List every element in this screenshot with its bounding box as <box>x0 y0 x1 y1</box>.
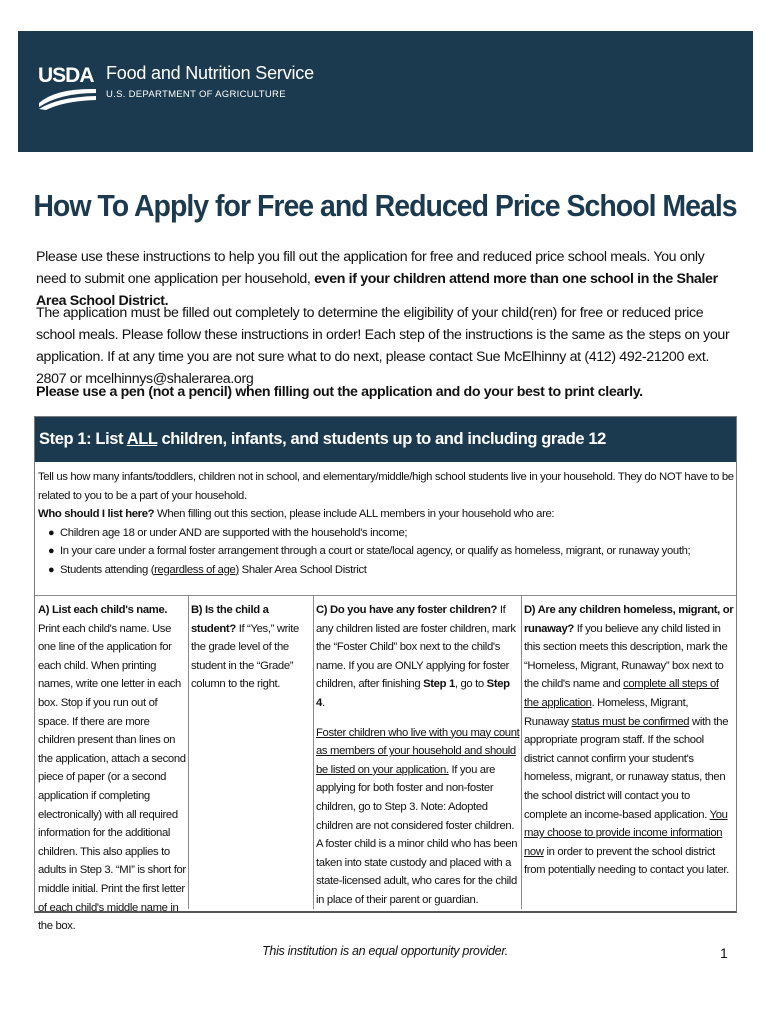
agency-banner <box>18 31 753 152</box>
list-item: ● In your care under a formal foster arrangement through a court or state/local agency, or qualify as homeless, migrant, or runaway youth; <box>38 542 734 561</box>
step1-section <box>34 416 737 933</box>
intro-emphasis: even if your children attend more than one school in the <box>314 271 673 287</box>
page-number: 1 <box>720 945 728 961</box>
pen-instruction: Please use a pen (not a pencil) when filling out the application and do your best to print clearly. <box>36 384 643 400</box>
step1-title: Step 1: List ALL children, infants, and students up to and including grade 12 <box>39 430 606 448</box>
step1-header <box>35 417 736 462</box>
column-divider <box>521 595 522 909</box>
bullet-icon: ● <box>48 545 55 557</box>
section-divider <box>35 595 736 596</box>
bullet-icon: ● <box>48 563 55 576</box>
department-name: U.S. DEPARTMENT OF AGRICULTURE <box>106 89 286 100</box>
contact-info: Sue McElhinny at (412) 492-21200 ext. 2807 or mcelhinnys@shalerarea.org <box>36 349 710 387</box>
usda-logo <box>38 63 314 113</box>
column-b-student: B) Is the child a student? If “Yes,” write the grade level of the student in the “Grade” column to the right. <box>191 604 299 691</box>
list-item: ● Students attending (regardless of age) Shaler Area School District <box>38 561 734 580</box>
agency-name: Food and Nutrition Service <box>106 63 314 83</box>
column-a-child-names: A) List each child's name. Print each child's name. Use one line of the application for each child. When printing names, write one letter in each box. Stop if you run out of space. If there are more children present than lines on the application, attach a second piece of paper (or a second application if completing electronically) with all required information for the additional children. This also applies to adults in Step 3. “MI” is short for middle initial. Print the first letter of each child's middle name in the box. <box>38 604 186 933</box>
usda-logo-icon <box>38 63 100 111</box>
column-divider <box>188 595 189 909</box>
intro-text: Please use these instructions to help you fill out the application for free and reduced price school meals. You only need to submit one application per household, <box>36 249 705 287</box>
page-title: How To Apply for Free and Reduced Price School Meals <box>33 188 737 223</box>
equal-opportunity-note: This institution is an equal opportunity provider. <box>262 944 508 958</box>
step1-intro-text: Tell us how many infants/toddlers, children not in school, and elementary/middle/high school students live in your household. They do NOT have to be related to you to be a part of your household. <box>38 471 734 502</box>
who-to-list-bullets <box>38 524 734 580</box>
district-name: Shaler Area School District. <box>36 271 718 309</box>
column-c-foster: C) Do you have any foster children? If any children listed are foster children, mark the “Foster Child” box next to the child's name. If you are ONLY applying for foster children, after finishing Step 1, go to Step 4. Foster children who live with you may count as members of your household and should be listed on your application. If you are applying for both foster and non-foster children, go to Step 3. Note: Adopted children are not considered foster children. A foster child is a minor child who has been taken into state custody and placed with a state-licensed adult, who cares for the child in place of their parent or guardian. <box>316 604 520 906</box>
column-divider <box>313 595 314 909</box>
step1-intro <box>38 468 734 579</box>
intro-paragraph-2 <box>36 302 736 390</box>
svg-text:USDA: USDA <box>38 64 94 87</box>
who-to-list: Who should I list here? When filling out this section, please include ALL members in your household who are: <box>38 508 555 520</box>
list-item: ● Children age 18 or under AND are supported with the household's income; <box>38 524 734 543</box>
column-d-homeless: D) Are any children homeless, migrant, or runaway? If you believe any child listed in this section meets this description, mark the “Homeless, Migrant, Runaway” box next to the child's name and complete all steps of the application. Homeless, Migrant, Runaway status must be confirmed with the appropriate program staff. If the school district cannot confirm your student's homeless, migrant, or runaway status, then the school district will contact you to complete an income-based application. You may choose to provide income information now in order to prevent the school district from potentially needing to contact you later. <box>524 604 734 877</box>
instructions-text: The application must be filled out completely to determine the eligibility of your child(ren) for free or reduced price school meals. Please follow these instructions in order! Each step of the instructions is the same as the steps on your application. If at any time you are not sure what to do next, please contact <box>36 305 730 365</box>
bullet-icon: ● <box>48 526 55 539</box>
intro-paragraph-3 <box>36 381 736 403</box>
